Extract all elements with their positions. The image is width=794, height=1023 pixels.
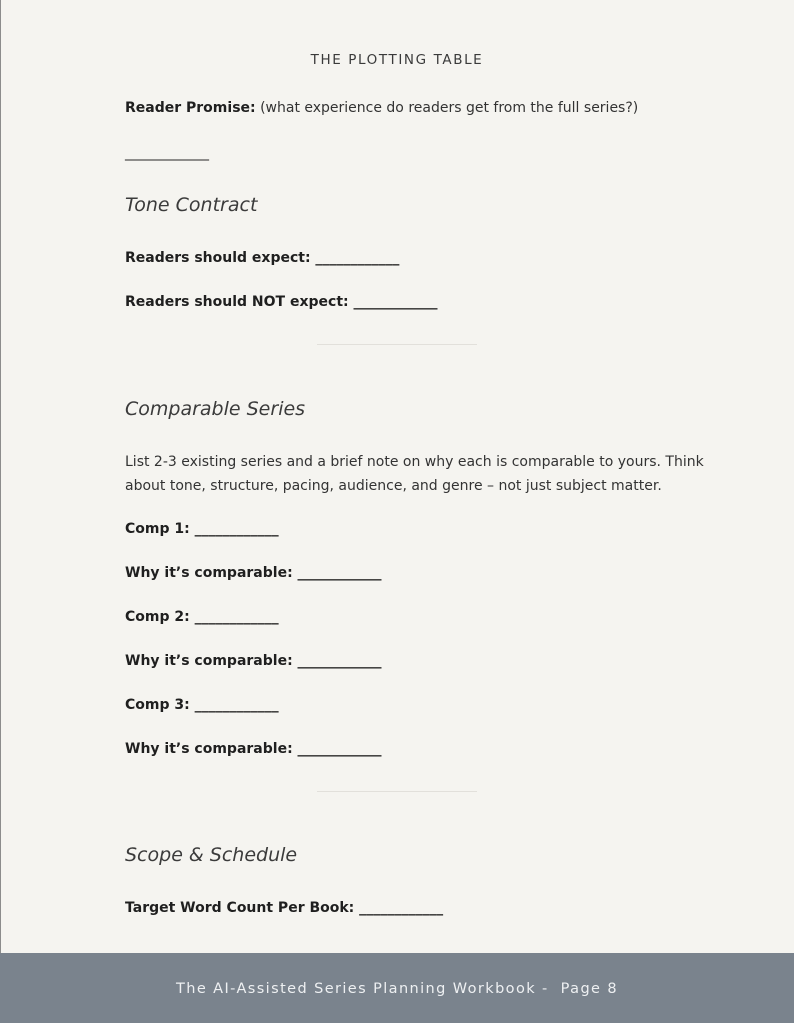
comp1-label: Comp 1: ____________ xyxy=(125,521,279,537)
word-count-field[interactable] xyxy=(125,897,443,919)
why2-label: Why it’s comparable: ____________ xyxy=(125,653,382,669)
why3-field[interactable] xyxy=(125,738,382,760)
comp1-field[interactable] xyxy=(125,518,279,540)
comp3-label: Comp 3: ____________ xyxy=(125,697,279,713)
comparable-series-intro xyxy=(125,450,725,498)
intro-line-2: about tone, structure, pacing, audience, and genre – not just subject matter. xyxy=(125,478,662,494)
comp2-field[interactable] xyxy=(125,606,279,628)
section-divider xyxy=(317,344,477,345)
page-header-title: THE PLOTTING TABLE xyxy=(310,52,484,68)
comp2-label: Comp 2: ____________ xyxy=(125,609,279,625)
page-footer xyxy=(0,953,794,1023)
comparable-series-heading: Comparable Series xyxy=(125,398,306,420)
scope-schedule-heading: Scope & Schedule xyxy=(125,844,298,866)
comp3-field[interactable] xyxy=(125,694,279,716)
tone-not-expect-label: Readers should NOT expect: ____________ xyxy=(125,294,438,310)
footer-text: The AI-Assisted Series Planning Workbook - Page 8 xyxy=(175,981,619,997)
reader-promise-hint: (what experience do readers get from the full series?) xyxy=(255,100,639,116)
why1-label: Why it’s comparable: ____________ xyxy=(125,565,382,581)
reader-promise-line xyxy=(125,97,638,119)
why2-field[interactable] xyxy=(125,650,382,672)
reader-promise-label: Reader Promise: xyxy=(125,100,256,116)
word-count-label: Target Word Count Per Book: ____________ xyxy=(125,900,444,916)
page-left-edge xyxy=(0,0,1,953)
why3-label: Why it’s comparable: ____________ xyxy=(125,741,382,757)
tone-not-expect-field[interactable] xyxy=(125,291,437,313)
tone-contract-heading: Tone Contract xyxy=(125,194,258,216)
intro-line-1: List 2-3 existing series and a brief note on why each is comparable to yours. Think xyxy=(125,454,704,470)
tone-expect-field[interactable] xyxy=(125,247,399,269)
section-divider xyxy=(317,791,477,792)
tone-expect-label: Readers should expect: ____________ xyxy=(125,250,400,266)
why1-field[interactable] xyxy=(125,562,382,584)
reader-promise-blank[interactable]: ____________ xyxy=(125,145,209,161)
